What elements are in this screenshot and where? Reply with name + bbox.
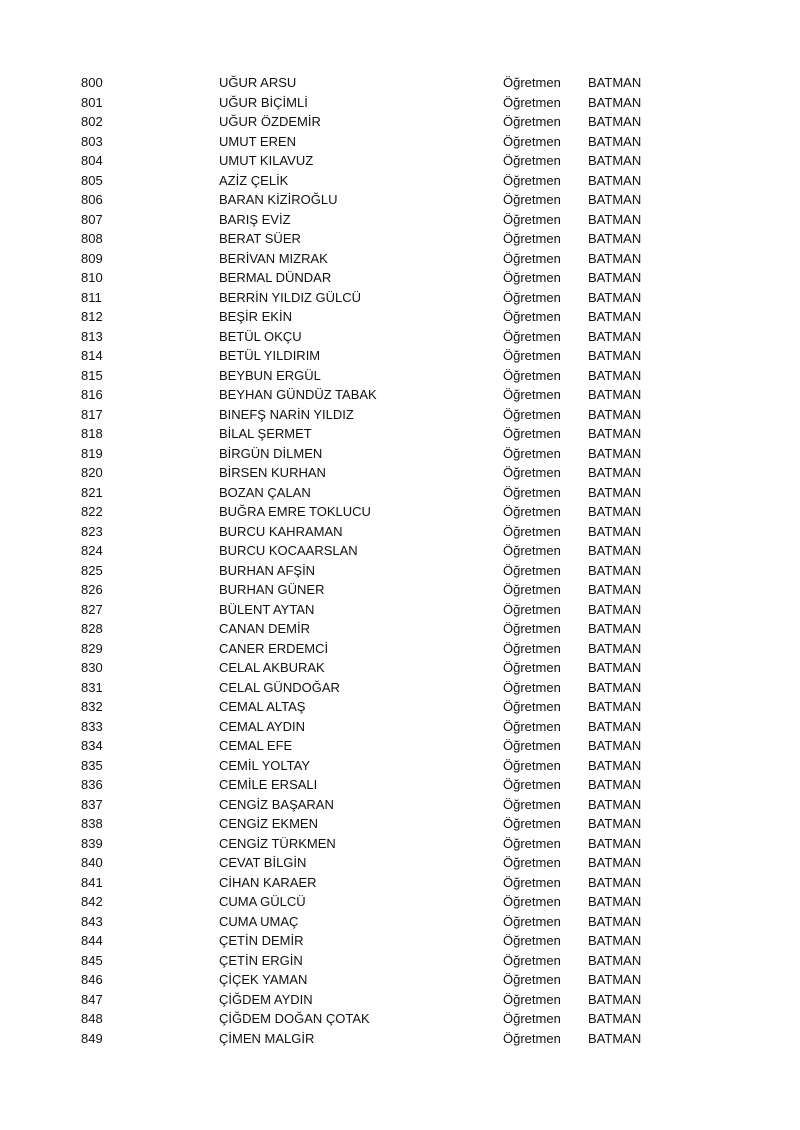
person-name: BUĞRA EMRE TOKLUCU <box>219 504 371 519</box>
job-title: Öğretmen <box>503 406 561 422</box>
row-number: 839 <box>81 835 103 851</box>
person-name: BURHAN AFŞİN <box>219 562 316 578</box>
table-row <box>0 990 800 1010</box>
row-number: 838 <box>81 816 103 831</box>
person-name: CANER ERDEMCİ <box>219 640 329 656</box>
table-row <box>0 970 800 990</box>
row-number: 809 <box>81 250 103 266</box>
row-number: 844 <box>81 933 103 948</box>
job-title: Öğretmen <box>503 1030 561 1046</box>
city-name: BATMAN <box>588 504 642 519</box>
row-number: 814 <box>81 348 103 363</box>
person-name: BETÜL OKÇU <box>219 328 302 344</box>
city-name: BATMAN <box>588 952 642 968</box>
person-name: BURCU KAHRAMAN <box>219 523 343 539</box>
row-number: 801 <box>81 94 103 110</box>
row-number: 810 <box>81 270 103 285</box>
job-title: Öğretmen <box>503 913 561 929</box>
job-title: Öğretmen <box>503 348 561 363</box>
row-number: 833 <box>81 718 103 734</box>
table-row <box>0 931 800 951</box>
table-row <box>0 307 800 327</box>
row-number: 826 <box>81 582 103 597</box>
job-title: Öğretmen <box>503 1011 561 1026</box>
job-title: Öğretmen <box>503 562 561 578</box>
job-title: Öğretmen <box>503 172 561 188</box>
row-number: 823 <box>81 523 103 539</box>
city-name: BATMAN <box>588 406 642 422</box>
row-number: 807 <box>81 211 103 227</box>
job-title: Öğretmen <box>503 367 561 383</box>
person-name: UĞUR ÖZDEMİR <box>219 114 321 129</box>
city-name: BATMAN <box>588 601 642 617</box>
table-row <box>0 385 800 405</box>
job-title: Öğretmen <box>503 543 561 558</box>
person-name: CEMAL AYDIN <box>219 718 305 734</box>
table-row <box>0 600 800 620</box>
table-row <box>0 1009 800 1029</box>
person-name: BURCU KOCAARSLAN <box>219 543 358 558</box>
person-name: BOZAN ÇALAN <box>219 484 311 500</box>
table-row <box>0 151 800 171</box>
city-name: BATMAN <box>588 562 642 578</box>
job-title: Öğretmen <box>503 640 561 656</box>
row-number: 815 <box>81 367 103 383</box>
person-name: CENGİZ EKMEN <box>219 816 318 831</box>
person-name: ÇETİN ERGİN <box>219 952 303 968</box>
job-title: Öğretmen <box>503 114 561 129</box>
row-number: 836 <box>81 777 103 792</box>
city-name: BATMAN <box>588 1011 642 1026</box>
table-row <box>0 951 800 971</box>
person-name: UMUT EREN <box>219 133 297 149</box>
table-row <box>0 678 800 698</box>
table-row <box>0 171 800 191</box>
city-name: BATMAN <box>588 933 642 948</box>
table-row <box>0 834 800 854</box>
table-row <box>0 424 800 444</box>
person-name: BERAT SÜER <box>219 231 301 246</box>
person-name: BERRİN YILDIZ GÜLCÜ <box>219 289 362 305</box>
city-name: BATMAN <box>588 640 642 656</box>
city-name: BATMAN <box>588 367 642 383</box>
city-name: BATMAN <box>588 972 642 987</box>
city-name: BATMAN <box>588 1030 642 1046</box>
person-name: BEŞİR EKİN <box>219 309 292 324</box>
row-number: 837 <box>81 796 103 812</box>
table-row <box>0 736 800 756</box>
row-number: 808 <box>81 231 103 246</box>
table-row <box>0 112 800 132</box>
job-title: Öğretmen <box>503 309 561 324</box>
job-title: Öğretmen <box>503 75 561 90</box>
city-name: BATMAN <box>588 835 642 851</box>
row-number: 830 <box>81 660 103 675</box>
row-number: 804 <box>81 153 103 168</box>
table-row <box>0 210 800 230</box>
person-name: UĞUR BİÇİMLİ <box>219 94 308 110</box>
job-title: Öğretmen <box>503 94 561 110</box>
row-number: 812 <box>81 309 103 324</box>
person-name: BİRSEN KURHAN <box>219 465 326 480</box>
row-number: 831 <box>81 679 103 695</box>
row-number: 822 <box>81 504 103 519</box>
city-name: BATMAN <box>588 796 642 812</box>
job-title: Öğretmen <box>503 816 561 831</box>
row-number: 805 <box>81 172 103 188</box>
table-row <box>0 366 800 386</box>
person-name: CUMA GÜLCÜ <box>219 894 306 909</box>
table-row <box>0 873 800 893</box>
person-name: BARAN KİZİROĞLU <box>219 192 338 207</box>
city-name: BATMAN <box>588 718 642 734</box>
table-row <box>0 658 800 678</box>
person-name: BEYBUN ERGÜL <box>219 367 321 383</box>
table-row <box>0 717 800 737</box>
table-row <box>0 346 800 366</box>
job-title: Öğretmen <box>503 679 561 695</box>
city-name: BATMAN <box>588 757 642 773</box>
job-title: Öğretmen <box>503 582 561 597</box>
table-row <box>0 522 800 542</box>
person-name: BERİVAN MIZRAK <box>219 250 328 266</box>
person-name: ÇİĞDEM AYDIN <box>219 991 313 1007</box>
row-number: 820 <box>81 465 103 480</box>
person-name: UMUT KILAVUZ <box>219 153 314 168</box>
job-title: Öğretmen <box>503 328 561 344</box>
row-number: 816 <box>81 387 103 402</box>
table-row <box>0 580 800 600</box>
table-row <box>0 249 800 269</box>
city-name: BATMAN <box>588 679 642 695</box>
table-row <box>0 327 800 347</box>
job-title: Öğretmen <box>503 757 561 773</box>
row-number: 829 <box>81 640 103 656</box>
person-name: BİRGÜN DİLMEN <box>219 445 323 461</box>
job-title: Öğretmen <box>503 523 561 539</box>
job-title: Öğretmen <box>503 933 561 948</box>
row-number: 842 <box>81 894 103 909</box>
table-row <box>0 405 800 425</box>
table-row <box>0 892 800 912</box>
city-name: BATMAN <box>588 94 642 110</box>
city-name: BATMAN <box>588 211 642 227</box>
person-name: UĞUR ARSU <box>219 75 297 90</box>
job-title: Öğretmen <box>503 738 561 753</box>
job-title: Öğretmen <box>503 387 561 402</box>
row-number: 817 <box>81 406 103 422</box>
job-title: Öğretmen <box>503 894 561 909</box>
table-row <box>0 912 800 932</box>
table-row <box>0 697 800 717</box>
city-name: BATMAN <box>588 309 642 324</box>
job-title: Öğretmen <box>503 796 561 812</box>
city-name: BATMAN <box>588 153 642 168</box>
city-name: BATMAN <box>588 621 642 636</box>
row-number: 832 <box>81 699 103 714</box>
city-name: BATMAN <box>588 465 642 480</box>
city-name: BATMAN <box>588 738 642 753</box>
job-title: Öğretmen <box>503 211 561 227</box>
person-name: BARIŞ EVİZ <box>219 211 291 227</box>
table-row <box>0 814 800 834</box>
person-name: BİLAL ŞERMET <box>219 426 312 441</box>
row-number: 800 <box>81 75 103 90</box>
job-title: Öğretmen <box>503 660 561 675</box>
city-name: BATMAN <box>588 855 642 870</box>
city-name: BATMAN <box>588 874 642 890</box>
table-row <box>0 93 800 113</box>
row-number: 849 <box>81 1030 103 1046</box>
city-name: BATMAN <box>588 777 642 792</box>
person-name: CİHAN KARAER <box>219 874 317 890</box>
person-name: BÜLENT AYTAN <box>219 601 315 617</box>
job-title: Öğretmen <box>503 972 561 987</box>
table-row <box>0 132 800 152</box>
table-row <box>0 73 800 93</box>
city-name: BATMAN <box>588 894 642 909</box>
city-name: BATMAN <box>588 289 642 305</box>
city-name: BATMAN <box>588 426 642 441</box>
person-name: CELAL AKBURAK <box>219 660 325 675</box>
row-number: 821 <box>81 484 103 500</box>
person-name: CEMİLE ERSALI <box>219 777 318 792</box>
person-name: CEVAT BİLGİN <box>219 855 307 870</box>
table-row <box>0 853 800 873</box>
table-row <box>0 561 800 581</box>
row-number: 845 <box>81 952 103 968</box>
job-title: Öğretmen <box>503 289 561 305</box>
person-name: CELAL GÜNDOĞAR <box>219 679 340 695</box>
row-number: 824 <box>81 543 103 558</box>
job-title: Öğretmen <box>503 133 561 149</box>
job-title: Öğretmen <box>503 952 561 968</box>
job-title: Öğretmen <box>503 484 561 500</box>
row-number: 840 <box>81 855 103 870</box>
job-title: Öğretmen <box>503 231 561 246</box>
job-title: Öğretmen <box>503 504 561 519</box>
row-number: 835 <box>81 757 103 773</box>
person-name: ÇİĞDEM DOĞAN ÇOTAK <box>219 1011 370 1026</box>
row-number: 841 <box>81 874 103 890</box>
table-row <box>0 541 800 561</box>
table-row <box>0 1029 800 1049</box>
job-title: Öğretmen <box>503 991 561 1007</box>
city-name: BATMAN <box>588 250 642 266</box>
city-name: BATMAN <box>588 270 642 285</box>
row-number: 806 <box>81 192 103 207</box>
job-title: Öğretmen <box>503 192 561 207</box>
city-name: BATMAN <box>588 172 642 188</box>
city-name: BATMAN <box>588 445 642 461</box>
job-title: Öğretmen <box>503 621 561 636</box>
row-number: 834 <box>81 738 103 753</box>
person-name: BETÜL YILDIRIM <box>219 348 321 363</box>
person-name: BEYHAN GÜNDÜZ TABAK <box>219 387 377 402</box>
row-number: 818 <box>81 426 103 441</box>
job-title: Öğretmen <box>503 250 561 266</box>
job-title: Öğretmen <box>503 270 561 285</box>
city-name: BATMAN <box>588 75 642 90</box>
job-title: Öğretmen <box>503 699 561 714</box>
table-row <box>0 229 800 249</box>
table-row <box>0 639 800 659</box>
person-name: CEMAL ALTAŞ <box>219 699 306 714</box>
person-name: BURHAN GÜNER <box>219 582 325 597</box>
row-number: 813 <box>81 328 103 344</box>
row-number: 819 <box>81 445 103 461</box>
city-name: BATMAN <box>588 328 642 344</box>
city-name: BATMAN <box>588 114 642 129</box>
row-number: 848 <box>81 1011 103 1026</box>
city-name: BATMAN <box>588 660 642 675</box>
city-name: BATMAN <box>588 231 642 246</box>
city-name: BATMAN <box>588 582 642 597</box>
person-name: BINEFŞ NARİN YILDIZ <box>219 406 354 422</box>
person-name: CEMAL EFE <box>219 738 293 753</box>
table-row <box>0 288 800 308</box>
row-number: 825 <box>81 562 103 578</box>
city-name: BATMAN <box>588 348 642 363</box>
row-number: 843 <box>81 913 103 929</box>
row-number: 803 <box>81 133 103 149</box>
job-title: Öğretmen <box>503 855 561 870</box>
person-name: BERMAL DÜNDAR <box>219 270 332 285</box>
city-name: BATMAN <box>588 192 642 207</box>
city-name: BATMAN <box>588 991 642 1007</box>
table-row <box>0 483 800 503</box>
person-name: ÇİÇEK YAMAN <box>219 972 308 987</box>
city-name: BATMAN <box>588 387 642 402</box>
row-number: 802 <box>81 114 103 129</box>
job-title: Öğretmen <box>503 874 561 890</box>
job-title: Öğretmen <box>503 426 561 441</box>
job-title: Öğretmen <box>503 777 561 792</box>
city-name: BATMAN <box>588 484 642 500</box>
row-number: 827 <box>81 601 103 617</box>
row-number: 846 <box>81 972 103 987</box>
person-name: CANAN DEMİR <box>219 621 311 636</box>
person-name: CENGİZ TÜRKMEN <box>219 835 336 851</box>
table-row <box>0 775 800 795</box>
table-row <box>0 756 800 776</box>
person-name: CUMA UMAÇ <box>219 913 299 929</box>
city-name: BATMAN <box>588 699 642 714</box>
table-row <box>0 502 800 522</box>
table-row <box>0 190 800 210</box>
job-title: Öğretmen <box>503 445 561 461</box>
person-name: ÇİMEN MALGİR <box>219 1030 315 1046</box>
table-row <box>0 463 800 483</box>
job-title: Öğretmen <box>503 601 561 617</box>
table-row <box>0 795 800 815</box>
city-name: BATMAN <box>588 133 642 149</box>
row-number: 811 <box>81 289 102 305</box>
table-row <box>0 444 800 464</box>
job-title: Öğretmen <box>503 465 561 480</box>
city-name: BATMAN <box>588 523 642 539</box>
job-title: Öğretmen <box>503 835 561 851</box>
person-name: CENGİZ BAŞARAN <box>219 796 334 812</box>
table-row <box>0 268 800 288</box>
city-name: BATMAN <box>588 816 642 831</box>
job-title: Öğretmen <box>503 718 561 734</box>
city-name: BATMAN <box>588 913 642 929</box>
person-name: ÇETİN DEMİR <box>219 933 304 948</box>
person-name: AZİZ ÇELİK <box>219 172 289 188</box>
table-row <box>0 619 800 639</box>
row-number: 828 <box>81 621 103 636</box>
row-number: 847 <box>81 991 103 1007</box>
city-name: BATMAN <box>588 543 642 558</box>
job-title: Öğretmen <box>503 153 561 168</box>
teacher-list <box>0 73 800 1048</box>
person-name: CEMİL YOLTAY <box>219 757 311 773</box>
